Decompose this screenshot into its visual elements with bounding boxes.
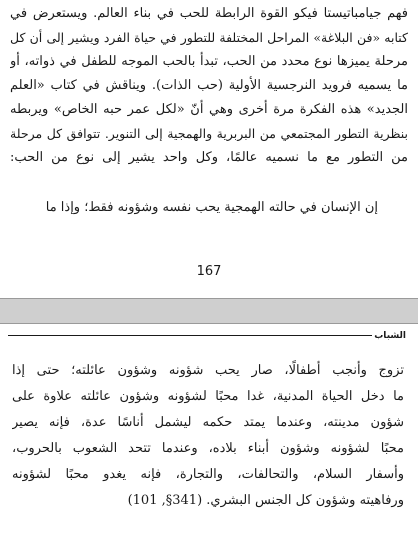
body-text-line: تزوج وأنجب أطفالًا، صار يحب شؤونه وشؤون عائلته؛ حتى إذا [12,363,404,378]
body-text-line: ما دخل الحياة المدنية، غدا محبًا لشؤونه وشؤون عائلته علاوة على [12,389,404,404]
body-text-line: بنظرية التطور المجتمعي من البربرية والهمجية إلى التنوير. تتوافق كل مرحلة [10,126,408,141]
page-number: 167 [196,264,222,279]
body-text-line: شؤون مدينته، وعندما يمتد حكمه ليشمل أناسًا عدة، فإنه يصير [12,415,404,430]
body-text-line: ورفاهيته وشؤون كل الجنس البشري. (341§, 101) [127,493,404,508]
body-text-line: محبًا لشؤونه وشؤون أبناء بلاده، وعندما تتحد الشعوب بالحروب، [12,441,404,456]
header-rule [8,335,372,336]
body-text-line: فهم جيامباتيستا فيكو القوة الرابطة للحب في بناء العالم. ويستعرض في [10,6,408,21]
running-header: الشباب [374,331,406,341]
body-text-line: وأسفار السلام، والتحالفات، والتجارة، فإنه يغدو محبًا لشؤونه [12,467,404,482]
body-text-line: كتابه «فن البلاغة» المراحل المختلفة للتطور في حياة الفرد ويشير إلى أن كل [10,30,408,45]
bottom-page [0,324,418,540]
body-text-line: الجديد» هذه الفكرة مرة أخرى وهي أنّ «لكل عمر حبه الخاص» ويربطه [10,102,408,117]
body-text-line: ما يسميه فرويد النرجسية الأولية (حب الذات). ويناقش في كتاب «العلم [10,78,408,93]
body-text-line: من التطور مع ما نسميه عالمًا، وكل واحد يشير إلى نوع من الحب: [10,150,408,165]
page-divider [0,298,418,324]
body-text-line: مرحلة يميزها نوع محدد من الحب، تبدأ بالحب الموجه للطفل في ذواته، أو [10,54,408,69]
quote-text-line: إن الإنسان في حالته الهمجية يحب نفسه وشؤونه فقط؛ وإذا ما [45,200,378,215]
